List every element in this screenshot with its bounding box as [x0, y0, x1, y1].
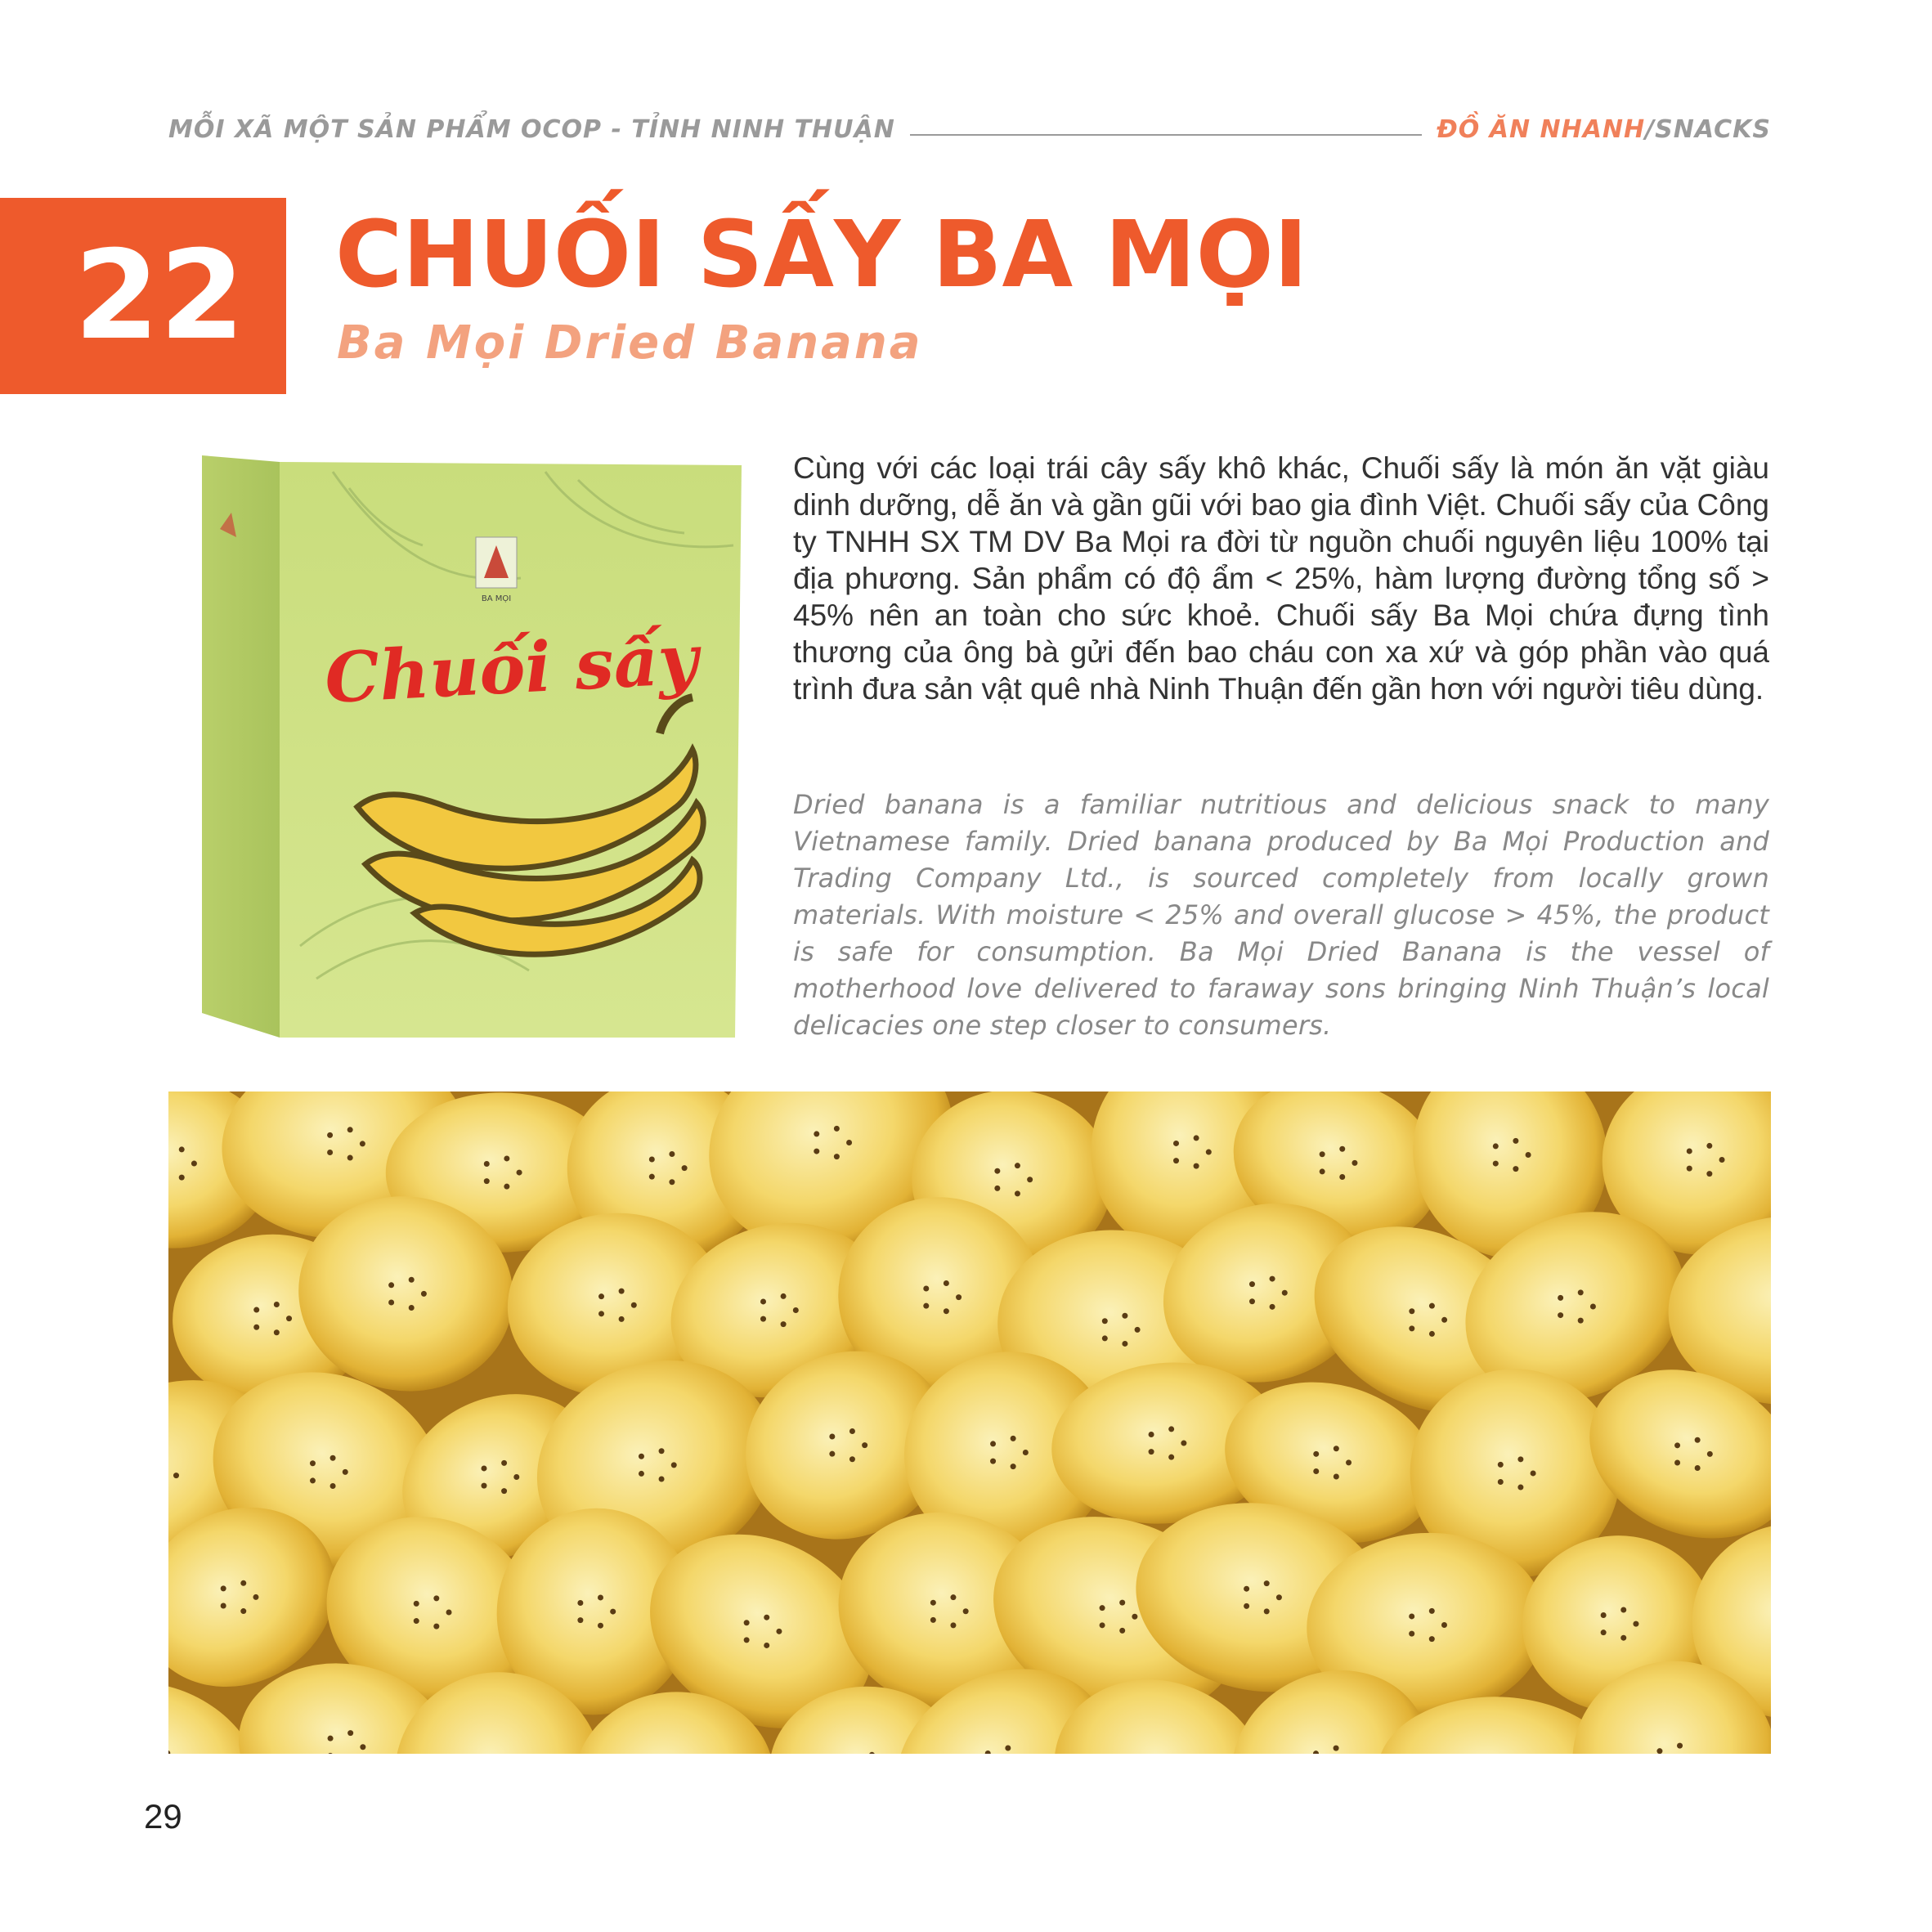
chip-seed [421, 1291, 427, 1297]
chip-seed [433, 1595, 439, 1601]
chip-seed [829, 1434, 835, 1440]
chip-seed [504, 1155, 509, 1161]
chip-seed [274, 1329, 280, 1335]
chip-seed [1687, 1148, 1692, 1154]
chip-seed [517, 1170, 522, 1176]
chip-seed [1531, 1470, 1536, 1476]
package-brand: BA MỌI [481, 594, 512, 603]
chip-seed [814, 1131, 819, 1136]
chip-seed [1441, 1622, 1447, 1628]
chip-seed [1498, 1479, 1504, 1485]
chip-seed [1249, 1298, 1255, 1304]
chip-seed [179, 1146, 185, 1152]
chip-seed [950, 1594, 956, 1600]
chip-seed [1194, 1163, 1199, 1169]
chip-seed [1100, 1622, 1105, 1628]
chip-seed [1015, 1163, 1020, 1168]
chip-seed [682, 1165, 688, 1171]
chip-seed [1102, 1318, 1108, 1324]
chip-seed [846, 1140, 852, 1145]
chip-seed [286, 1316, 292, 1321]
page-header [168, 109, 1771, 150]
chip-seed [240, 1580, 246, 1586]
chip-seed [1601, 1612, 1607, 1618]
chip-seed [1339, 1146, 1345, 1152]
chip-seed [649, 1174, 655, 1180]
chip-seed [1027, 1177, 1033, 1182]
chip-seed [179, 1175, 185, 1181]
chip-seed [1674, 1459, 1680, 1465]
chip-seed [1429, 1331, 1435, 1337]
chip-seed [1346, 1459, 1352, 1465]
chip-seed [781, 1321, 787, 1327]
chip-seed [1276, 1594, 1282, 1600]
chip-seed [1168, 1455, 1174, 1460]
chip-seed [173, 1473, 179, 1478]
chip-seed [793, 1307, 799, 1313]
chip-seed [760, 1316, 766, 1322]
chip-seed [834, 1154, 840, 1159]
chip-seed [1149, 1432, 1154, 1437]
chip-seed [310, 1460, 316, 1466]
chip-seed [1122, 1341, 1127, 1347]
chip-seed [347, 1127, 353, 1132]
chip-seed [814, 1149, 819, 1154]
chip-seed [994, 1186, 1000, 1191]
product-number: 22 [74, 225, 245, 367]
chip-seed [994, 1168, 1000, 1174]
description-vi: Cùng với các loại trái cây sấy khô khác, Chuối sấy là món ăn vặt giàu dinh dưỡng, dễ ăn và gần gũi với bao gia đình Việt. Chuối sấy của Công ty TNHH SX TM DV Ba Mọi ra đời từ nguồn chuối nguyên liệu 100% tại địa phương. Sản phẩm có độ ẩm < 25%, hàm lượng đường tổng số > 45% nên an toàn cho sức khoẻ. Chuối sấy Ba Mọi chứa đựng tình thương của ông bà gửi đến bao cháu con xa xứ và góp phần vào quá trình đưa sản vật quê nhà Ninh Thuận đến gần hơn với người tiêu dùng. [793, 451, 1769, 706]
chip-seed [481, 1465, 486, 1471]
chip-seed [1719, 1157, 1725, 1163]
chip-seed [1620, 1607, 1626, 1612]
chip-seed [671, 1462, 677, 1468]
chip-seed [1264, 1608, 1270, 1614]
chip-seed [253, 1325, 259, 1330]
chip-seed [1119, 1628, 1125, 1634]
chip-seed [414, 1618, 419, 1624]
chip-seed [1173, 1158, 1179, 1163]
chip-seed [1011, 1464, 1016, 1469]
chip-seed [1282, 1290, 1288, 1296]
chip-seed [1513, 1138, 1518, 1144]
chip-seed [1181, 1441, 1186, 1446]
chip-seed [1695, 1465, 1701, 1471]
chip-seed [862, 1442, 867, 1448]
chip-seed [1168, 1426, 1174, 1432]
chip-seed [1102, 1335, 1108, 1341]
chip-seed [1517, 1456, 1523, 1462]
header-rule [910, 134, 1423, 136]
chip-seed [1601, 1629, 1607, 1635]
package-label: Chuối sấy [322, 618, 701, 719]
chip-seed [1270, 1304, 1275, 1310]
chip-seed [1706, 1143, 1712, 1149]
chip-seed [944, 1308, 949, 1314]
chip-seed [1015, 1190, 1020, 1196]
chip-seed [221, 1603, 226, 1608]
chip-seed [744, 1620, 750, 1625]
chip-seed [930, 1600, 936, 1606]
chip-seed [849, 1456, 855, 1462]
chip-seed [1656, 1748, 1662, 1754]
chip-seed [1339, 1174, 1345, 1180]
chip-seed [1706, 1171, 1712, 1177]
chip-seed [1633, 1621, 1638, 1627]
chip-seed [990, 1459, 996, 1464]
chip-seed [240, 1608, 246, 1614]
chip-seed [1441, 1317, 1447, 1323]
chip-seed [963, 1608, 969, 1614]
chip-seed [1023, 1450, 1029, 1455]
chip-seed [1244, 1586, 1249, 1592]
chip-seed [1558, 1295, 1563, 1301]
chip-seed [764, 1615, 769, 1620]
chip-seed [446, 1609, 452, 1615]
chip-seed [1409, 1613, 1414, 1619]
chip-seed [1244, 1603, 1249, 1609]
chip-seed [1590, 1303, 1596, 1309]
chip-seed [347, 1155, 353, 1161]
chip-seed [1011, 1436, 1016, 1441]
chip-seed [639, 1471, 644, 1477]
chip-seed [598, 1623, 603, 1629]
chip-seed [409, 1277, 415, 1283]
chip-seed [310, 1477, 316, 1483]
chip-seed [433, 1624, 439, 1629]
product-number-badge [0, 198, 286, 394]
chip-seed [781, 1293, 787, 1299]
chip-seed [484, 1161, 490, 1167]
chip-seed [1352, 1160, 1357, 1166]
chip-seed [388, 1282, 394, 1288]
chip-seed [330, 1483, 336, 1489]
chip-seed [1334, 1446, 1339, 1451]
chip-seed [1320, 1168, 1325, 1174]
chip-seed [513, 1474, 519, 1480]
chip-seed [1498, 1462, 1504, 1468]
chip-seed [1334, 1474, 1339, 1480]
chip-seed [1173, 1141, 1179, 1146]
chip-seed [1620, 1635, 1626, 1641]
chip-seed [1194, 1135, 1199, 1141]
chip-seed [1493, 1143, 1499, 1149]
chip-seed [619, 1316, 625, 1322]
chip-seed [1493, 1161, 1499, 1167]
chip-seed [1517, 1485, 1523, 1490]
chip-seed [409, 1305, 415, 1311]
chip-seed [944, 1280, 949, 1286]
chip-seed [343, 1469, 348, 1475]
chip-seed [776, 1629, 782, 1634]
chip-seed [1409, 1308, 1414, 1314]
chip-seed [930, 1617, 936, 1623]
product-title-en: Ba Mọi Dried Banana [337, 316, 923, 370]
chip-seed [253, 1594, 258, 1600]
chip-seed [1132, 1614, 1137, 1620]
chip-seed [327, 1132, 333, 1138]
chip-seed [1429, 1608, 1435, 1614]
chip-seed [484, 1178, 490, 1184]
chip-seed [388, 1299, 394, 1305]
chip-seed [956, 1294, 962, 1300]
chip-seed [1558, 1312, 1563, 1318]
chip-seed [501, 1460, 507, 1466]
chip-seed [577, 1617, 583, 1623]
chip-seed [1674, 1442, 1680, 1448]
chip-seed [1695, 1437, 1701, 1443]
chip-seed [923, 1286, 929, 1292]
chip-seed [1313, 1451, 1319, 1457]
chip-seed [327, 1150, 333, 1155]
chip-seed [1122, 1313, 1127, 1319]
chip-seed [1119, 1600, 1125, 1606]
chip-seed [577, 1600, 583, 1606]
chip-seed [950, 1622, 956, 1628]
chip-seed [414, 1601, 419, 1607]
chip-seed [1206, 1150, 1212, 1155]
chip-seed [649, 1157, 655, 1163]
chip-seed [659, 1476, 665, 1481]
chip-seed [760, 1298, 766, 1304]
chip-seed [481, 1483, 486, 1489]
chip-seed [1707, 1451, 1713, 1457]
chip-seed [360, 1744, 365, 1750]
chip-seed [610, 1609, 616, 1615]
chip-seed [1429, 1303, 1435, 1309]
chip-seed [669, 1179, 675, 1185]
chip-seed [834, 1126, 840, 1132]
chip-seed [1334, 1746, 1339, 1751]
chip-seed [1526, 1152, 1531, 1158]
chip-seed [1270, 1276, 1275, 1282]
chip-seed [1409, 1325, 1414, 1331]
chip-seed [221, 1585, 226, 1591]
chip-seed [923, 1303, 929, 1309]
chip-seed [829, 1451, 835, 1457]
chip-seed [328, 1736, 334, 1741]
chip-seed [1135, 1327, 1141, 1333]
chip-seed [191, 1161, 197, 1167]
chip-seed [598, 1293, 604, 1299]
chip-seed [1313, 1468, 1319, 1474]
chip-seed [744, 1637, 750, 1643]
chip-seed [1249, 1281, 1255, 1287]
chip-seed [360, 1141, 365, 1146]
chip-seed [1005, 1745, 1011, 1750]
chip-seed [990, 1441, 996, 1446]
description-en: Dried banana is a familiar nutritious and delicious snack to many Vietnamese family. Dried banana produced by Ba Mọi Production and Trading Company Ltd., is sourced completely from locally grown materials. With moisture < 25% and overall glucose > 45%, the product is safe for consumption. Ba Mọi Dried Banana is the vessel of motherhood love delivered to faraway sons bringing Ninh Thuận’s local delicacies one step closer to consumers. [793, 789, 1769, 1041]
chip-seed [1687, 1166, 1692, 1172]
chip-seed [639, 1454, 644, 1459]
chip-seed [669, 1151, 675, 1157]
chip-seed [1320, 1151, 1325, 1157]
category-label [1437, 115, 1771, 144]
chip-seed [849, 1428, 855, 1434]
chip-seed [631, 1302, 637, 1308]
chip-seed [1149, 1449, 1154, 1455]
chip-seed [1429, 1636, 1435, 1642]
chip-seed [1677, 1743, 1683, 1749]
series-title: MỖI XÃ MỘT SẢN PHẨM OCOP - TỈNH NINH THUẬN [168, 114, 895, 144]
chip-seed [1578, 1289, 1584, 1295]
product-title-vi: CHUỐI SẤY BA MỌI [335, 202, 1308, 308]
chip-seed [1578, 1318, 1584, 1324]
chip-seed [274, 1302, 280, 1307]
chip-seed [1264, 1580, 1270, 1586]
chip-seed [659, 1448, 665, 1454]
banana-chips-photo [168, 1092, 1771, 1754]
chip-seed [764, 1643, 769, 1648]
product-package-image [202, 455, 742, 1038]
chip-seed [598, 1594, 603, 1600]
chip-seed [1100, 1605, 1105, 1611]
chip-seed [253, 1307, 259, 1313]
chip-seed [1513, 1166, 1518, 1172]
chip-seed [619, 1289, 625, 1294]
chip-seed [501, 1488, 507, 1494]
chip-seed [598, 1311, 604, 1316]
category-en: /SNACKS [1645, 114, 1771, 144]
page-number: 29 [144, 1797, 182, 1836]
category-vi: ĐỒ ĂN NHANH [1437, 114, 1646, 144]
chip-seed [347, 1730, 353, 1736]
chip-seed [330, 1455, 336, 1461]
chip-seed [1409, 1631, 1414, 1637]
chip-seed [504, 1184, 509, 1190]
